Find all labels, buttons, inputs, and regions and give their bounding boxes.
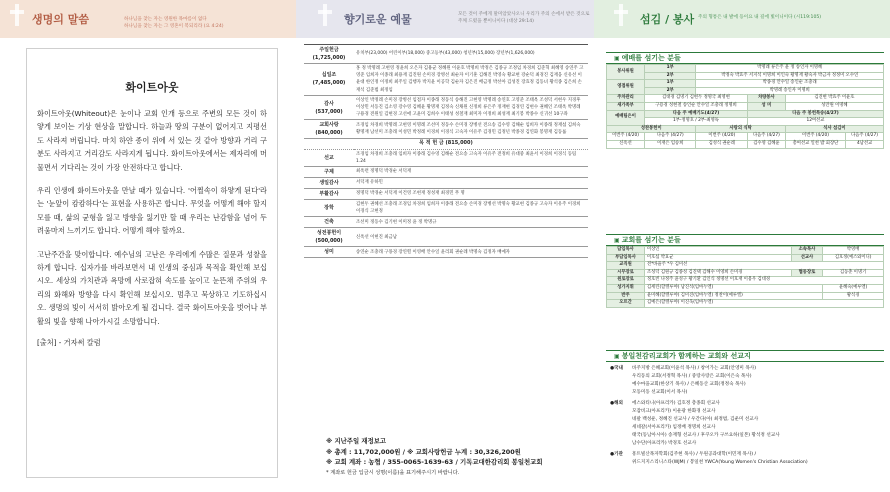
- header-verse: 모든 것이 주에게 말미암았사오니 우리가 주의 손에서 받은 것으로 주께 드렸을 뿐이니이다 (대상 29:14): [458, 12, 590, 24]
- offering-names: 홍 정 박명례 고현영 정윤희 오은자 김용균 정혜원 이윤호 박명희 박정은 김종규 조정임 차경희 김준혁 최혜영 송연주 고영준 임희자 이종래 최용재 김진원 손미경 장병선 최순자 이기훈 김해진 박영숙 황교현 강순덕 최경진 김재웅 신유선 이윤대 한인정 이정희 최주일 김행자 박지윤 이공학 김순자 김은진 배금정 박선아 김성진 장효정 김동녀 황석종 김은희 손재석 김준범 최정임: [354, 64, 588, 96]
- worship-row: [607, 87, 884, 95]
- service-number: 1부: [645, 65, 696, 73]
- duty-week: 다음주 (4/27): [846, 133, 884, 141]
- mission-list: [606, 365, 884, 467]
- essay-source: [출처] - 거자써 칼럼: [37, 338, 101, 348]
- church-role: 성가지휘: [607, 284, 645, 292]
- church-names: 이호섭 박효균: [645, 254, 792, 262]
- offering-names: 신옥선 이현진 최금남: [354, 228, 588, 247]
- offering-category: 성전봉헌이 (500,000): [304, 228, 354, 247]
- helper-label: 차량봉사: [747, 95, 785, 103]
- worship-names: 박명례 송인자 이명희: [696, 87, 884, 95]
- offering-category: 십일조 (7,485,000): [304, 64, 354, 96]
- duty-value: 김성식 권순례: [696, 140, 748, 148]
- church-names: 정호빈 나정주 윤성구 황기환 김인식 정명선 이호재 이용우 김대경: [645, 277, 884, 285]
- church-role: 담임목사: [607, 247, 645, 255]
- summary-line: ※ 총계 : 11,702,000원 / ※ 교회사랑헌금 누계 : 30,326,200원: [326, 447, 521, 456]
- worship-label: 영접위원: [607, 80, 645, 95]
- church-names: 박영배: [823, 247, 884, 255]
- helper-row: [607, 102, 884, 110]
- mission-item: 네팔 백성운, 정혜진 선교사 / 우간다(아) 최정범, 김운미 선교사: [632, 417, 759, 422]
- duty-value: 신옥선: [607, 140, 645, 148]
- next-week-value: 1부-정명호 / 2부-최영독: [645, 118, 748, 126]
- helper-label: 성 미: [747, 102, 785, 110]
- helper-row: [607, 95, 884, 103]
- essay-box: [26, 48, 278, 478]
- church-row: [607, 254, 884, 262]
- offering-names: 유치부(23,000) 어린이부(18,000) 중고등부(43,000) 청년부(15,000) 장년부(1,626,000): [354, 45, 588, 64]
- church-role: 오르간: [607, 300, 645, 308]
- offering-row: [304, 95, 588, 120]
- offering-category: 장학: [304, 200, 354, 217]
- duty-week: 이번주 (4/20): [785, 133, 845, 141]
- offering-names: 김현두 권혜선 조충래 조경임 차경희 임희자 이종래 전요송 손미경 장병선 박명숙 황교현 김종규 고숙자 이유주 이경희 이경식 고현정: [354, 200, 588, 217]
- church-names: 김세린(할렐루야) 남진석(임마누엘): [645, 284, 823, 292]
- church-role: 소속목사: [791, 247, 823, 255]
- worship-names: 박정숙 박효주 서지석 이명희 이인숙 황명재 황숙자 박금자 정정미 오수연: [696, 72, 884, 80]
- mission-section: [606, 350, 884, 467]
- church-names: 김예은(할렐루야) 이진욱(임마누엘): [645, 300, 884, 308]
- mission-item: 우리동의 교회(서정혁 목사) / 중랑사랑은 교회(이은숙 목사): [632, 374, 752, 379]
- mission-group: [610, 400, 884, 448]
- offering-category: 선교: [304, 149, 354, 166]
- offering-category: 생일감사: [304, 178, 354, 189]
- mission-items: [632, 400, 780, 448]
- mission-item: 에스와티니(아프리카) 김호정 총종회 선교사: [632, 401, 720, 406]
- mission-item: 모잠비크(아프리카) 이운광 한화경 선교사: [632, 409, 716, 414]
- summary-line: ※ 지난주일 재정보고: [326, 437, 387, 445]
- section-heading: ▣ 교회를 섬기는 분들: [606, 234, 884, 246]
- panel-title: 섬김 / 봉사: [640, 13, 695, 26]
- helper-names: 김대경 김명기 김현두 정명국 최영현: [645, 95, 748, 103]
- church-role: 반주: [607, 292, 645, 300]
- offering-category: 주일헌금 (1,725,000): [304, 45, 354, 64]
- offering-names: 송연순 조충래 구몽경 장연렬 이영배 안수일 윤리회 권순례 박명숙 김정자 배예자: [354, 247, 588, 258]
- helper-names: 김진현 박효주 이윤호: [785, 95, 883, 103]
- duty-week: 이번주 (4/20): [607, 133, 645, 141]
- mission-item: 남수단(아프리카) 박경호 선교사: [632, 441, 697, 446]
- summary-line: ※ 교회 계좌 : 농협 / 355-0065-1639-63 / 기독교대한감리회 봉일천교회: [326, 458, 543, 467]
- mission-item: 태국(동남아시아) 송재형 선교사 / 후쿠오카 구쓰요하(일본) 황석정 선교사: [632, 433, 780, 438]
- worship-row: [607, 65, 884, 73]
- section-heading: ▣ 예배를 섬기는 분들: [606, 52, 884, 64]
- worship-names: 박종경 안수일 송인순 조충래: [696, 80, 884, 88]
- worship-row: [607, 72, 884, 80]
- duty-header: 성찬봉헌이: [607, 125, 696, 133]
- church-role: 부담임목사: [607, 254, 645, 262]
- offerings-panel: [296, 0, 594, 492]
- essay-title: 화이트아웃: [125, 81, 179, 94]
- duty-header: 사랑의 식탁: [696, 125, 785, 133]
- offering-category: 교회사랑 (840,000): [304, 120, 354, 139]
- helper-names: 성만원 이명혜: [785, 102, 883, 110]
- duty-header-row: [607, 125, 884, 133]
- duty-value-row: [607, 140, 884, 148]
- helper-label: 새가족부: [607, 102, 645, 110]
- mission-item: 모동미동 선교회(이서 목사): [632, 390, 688, 395]
- next-week-header: 다음 주 예배기도(4/27): [645, 110, 748, 118]
- offering-row: [304, 217, 588, 228]
- church-role: 교직원: [607, 262, 645, 270]
- church-names: 이상인: [645, 247, 792, 255]
- offering-row: [304, 120, 588, 139]
- next-week-row: [607, 110, 884, 118]
- duty-sub-row: [607, 133, 884, 141]
- service-number: 2부: [645, 72, 696, 80]
- finance-summary: [326, 436, 576, 478]
- worship-section: [606, 52, 884, 149]
- duty-value: 김수영 김혜윤: [747, 140, 785, 148]
- church-names: 김동춘 이명기: [823, 269, 884, 277]
- church-names: 황석경: [823, 292, 884, 300]
- church-role: 시무장로: [607, 269, 645, 277]
- offering-names: 조선미 정동수 김기현 이미정 윤 정 박명규: [354, 217, 588, 228]
- mission-item: 흥트빌산목자학회(김주현 목사) / 두원공과대학(이민재 목사) /: [632, 452, 757, 457]
- offering-row: [304, 149, 588, 166]
- offering-names: 최옥련 정명덕 박경순 서덕재: [354, 167, 588, 178]
- church-row: [607, 247, 884, 255]
- header-verse: 하나님을 찾는 자는 영원한 목마름이 없다 하나님을 찾는 자는 그 영혼이 복되리라 (요 4:24): [124, 17, 224, 29]
- offering-row: [304, 167, 588, 178]
- church-row: [607, 277, 884, 285]
- service-number: 1부: [645, 80, 696, 88]
- panel-title: 향기로운 예물: [344, 13, 412, 26]
- duty-value: 총여선교 일천 밥 회장단: [785, 140, 845, 148]
- offering-row: [304, 189, 588, 200]
- church-names: 윤혜숙(예루엘): [823, 284, 884, 292]
- offering-row: [304, 247, 588, 258]
- offering-row: [304, 178, 588, 189]
- church-names: 전*바율주 *우 김미선: [645, 262, 884, 270]
- offering-category: 성미: [304, 247, 354, 258]
- duty-week: 다음주 (4/27): [747, 133, 785, 141]
- essay-paragraph: 고난주간을 맞이합니다. 예수님의 고난은 우리에게 수많은 질문과 성찰을 하게 합니다. 십자가를 바라보면서 내 인생의 중심과 목적을 확인해 보십시오. 세상의 가치관과 욕망에 사로잡혀 속도를 높이고 눈뜬채 주위의 우리의 화해와 방향을 다시 확인해 보십시오. 멈추고 묵상하고 기도하십시오. 생명의 빛이 서서히 밝아오게 될 겁니다. 결국 화이트아웃을 벗어나 부활의 빛을 향해 나아가시길 소망합니다.: [37, 249, 267, 326]
- helper-names: 구용경 성현철 송인순 안수일 조충래 정명희: [645, 102, 748, 110]
- service-panel: [594, 0, 890, 492]
- church-names: 김호정(예스와이디): [823, 254, 884, 262]
- word-of-life-panel: [0, 0, 296, 492]
- church-role: 협동장로: [791, 269, 823, 277]
- duty-week: 다음주 (4/27): [645, 133, 696, 141]
- offering-category: 부활감사: [304, 189, 354, 200]
- church-row: [607, 284, 884, 292]
- offering-table: [304, 44, 588, 258]
- church-row: [607, 292, 884, 300]
- panel-title: 생명의 말씀: [32, 13, 89, 26]
- mission-item: 위드지지스리니스타(WJM) / 봉일천 YWCA(Young Women's Christian Association): [632, 460, 808, 465]
- service-number: 2부: [645, 87, 696, 95]
- next-week-row: [607, 118, 884, 126]
- offering-names: 서덕재 유하민: [354, 178, 588, 189]
- essay-paragraph: 화이트아웃(Whiteout)은 눈이나 교회 인개 등으로 주변의 모든 것이 하얗게 보이는 기상 현상을 말합니다. 하늘과 땅의 구분이 없어지고 지평선도 사라져 버립니다. 마치 하얀 종이 위에 서 있는 것 같아 방향과 거리 구분도 사라지고 거리감도 사라지게 됩니다. 화이트아웃에서는 제자리에 머물면서 기다리는 것이 가장 안전하다고 합니다.: [37, 109, 267, 172]
- church-names: 윤미혜(할렐루야) 김미진(임마누엘) 정찬이(예루엘): [645, 292, 823, 300]
- next-week-header: 다음 주 봉헌특송(4/27): [747, 110, 883, 118]
- mission-group: [610, 365, 884, 397]
- offering-names: 조경임 차경희 조충래 임희자 이종래 김수영 김해순 전요송 고숙자 이유주 전정희 유대중 최윤서 이경희 이경식 동팀 1.24: [354, 149, 588, 166]
- church-row: [607, 300, 884, 308]
- cross-icon: [318, 4, 332, 26]
- panel-header: [296, 0, 594, 38]
- duty-value: 이재은 임승희: [645, 140, 696, 148]
- header-verse: 주의 형통은 내 발에 등이요 내 길에 빛이니이다 (시119:105): [698, 15, 822, 20]
- offering-row: [304, 64, 588, 96]
- duty-week: 이번주 (4/20): [696, 133, 748, 141]
- church-section: [606, 234, 884, 308]
- mission-item: 바주지방 은혜교회(이윤석 목사) / 창어가는 교회(안영미 목사): [632, 366, 756, 371]
- mission-items: [632, 365, 756, 397]
- offering-category: 건축: [304, 217, 354, 228]
- offering-names: 이상인 박정례 손미경 장병선 임점자 이종래 정동식 송해진 고현영 박명례 송연호 고영준 조태옥 조성덕 서현우 지경후 이상민 서동진 김소영 강수영 김혜윤 황명재 김정숙 신채원 신정희 류은주 정재현 김경연 김현수 권혜인 조태옥 박명례 구용경 전원일 김현경 고선애 고윤미 김희수 이태성 성철재 최미자 이정희 최성재 최기봉 박종수 신귀선 10구좌: [354, 95, 588, 120]
- worship-table: [606, 64, 884, 149]
- panel-header: [0, 0, 296, 38]
- essay-paragraph: 우리 인생에 화이트아웃을 만날 때가 있습니다. '어찔속이 하얗게 된다'라는 '눈앞이 캄캄하다'는 표현을 사용하곤 합니다. 무엇을 어떻게 해야 할지 모를 때, 삶의 균형을 잃고 방향을 잃기만 할 때 우리는 난감함을 넘어 두려움마저 느끼기도 합니다. 어떻게 해야 할까요.: [37, 186, 267, 236]
- next-week-label: 예배팀은이: [607, 110, 645, 125]
- panel-header: [594, 0, 890, 38]
- offering-row: [304, 200, 588, 217]
- cross-icon: [10, 4, 24, 26]
- mission-region: ●기관: [610, 452, 623, 457]
- offering-names: 조경임 차경희 박명례 고현영 이명례 조선미 정동수 손미경 장병선 전요송 김수영 김해순 임희자 이종래 정재섭 김희숙 황명재 남선미 조충래 이성민 박정례 이경희 이경식 고숙자 이유주 김경민 김정년 박종경 김연화 봉명재 김동률: [354, 120, 588, 139]
- church-row: [607, 262, 884, 270]
- offering-row: [304, 45, 588, 64]
- offering-category: 구제: [304, 167, 354, 178]
- worship-names: 박명례 류은주 윤 정 송인자 이명혜: [696, 65, 884, 73]
- mission-group: [610, 451, 884, 467]
- church-table: [606, 246, 884, 308]
- church-names: 조성덕 김원규 김종성 김진택 김해수 이영희 손미경: [645, 269, 792, 277]
- church-role: 선교사: [791, 254, 823, 262]
- next-week-value: 12여선교: [747, 118, 883, 126]
- duty-header: 식사 섬김이: [785, 125, 883, 133]
- church-role: 원로장로: [607, 277, 645, 285]
- summary-note: * 계좌로 헌금 입금시 성명(이름)을 표기해주시기 바랍니다.: [326, 469, 460, 476]
- mission-item: 예수마을교회(한상기 목사) / 은혜동산 교회(정정숙 목사): [632, 382, 746, 387]
- helper-label: 주차관리: [607, 95, 645, 103]
- mission-region: ●해외: [610, 401, 623, 406]
- worship-label: 봉사위원: [607, 65, 645, 80]
- cross-icon: [614, 4, 628, 26]
- offering-row: [304, 139, 588, 149]
- church-row: [607, 269, 884, 277]
- duty-value: 4남선교: [846, 140, 884, 148]
- offering-category: 감사 (537,000): [304, 95, 354, 120]
- mission-items: [632, 451, 808, 467]
- offering-names: 정명덕 박경순 서덕재 이건영 조현재 정성재 최경민 무 명: [354, 189, 588, 200]
- offering-row: [304, 228, 588, 247]
- offering-subheading: 목 적 헌 금 (815,000): [304, 139, 588, 149]
- mission-region: ●국내: [610, 366, 623, 371]
- section-heading: ▣ 봉일천감리교회가 함께하는 교회와 선교지: [606, 350, 884, 362]
- mission-item: 세네갈(서아프리카) 임정배 정명희 선교사: [632, 425, 716, 430]
- worship-row: [607, 80, 884, 88]
